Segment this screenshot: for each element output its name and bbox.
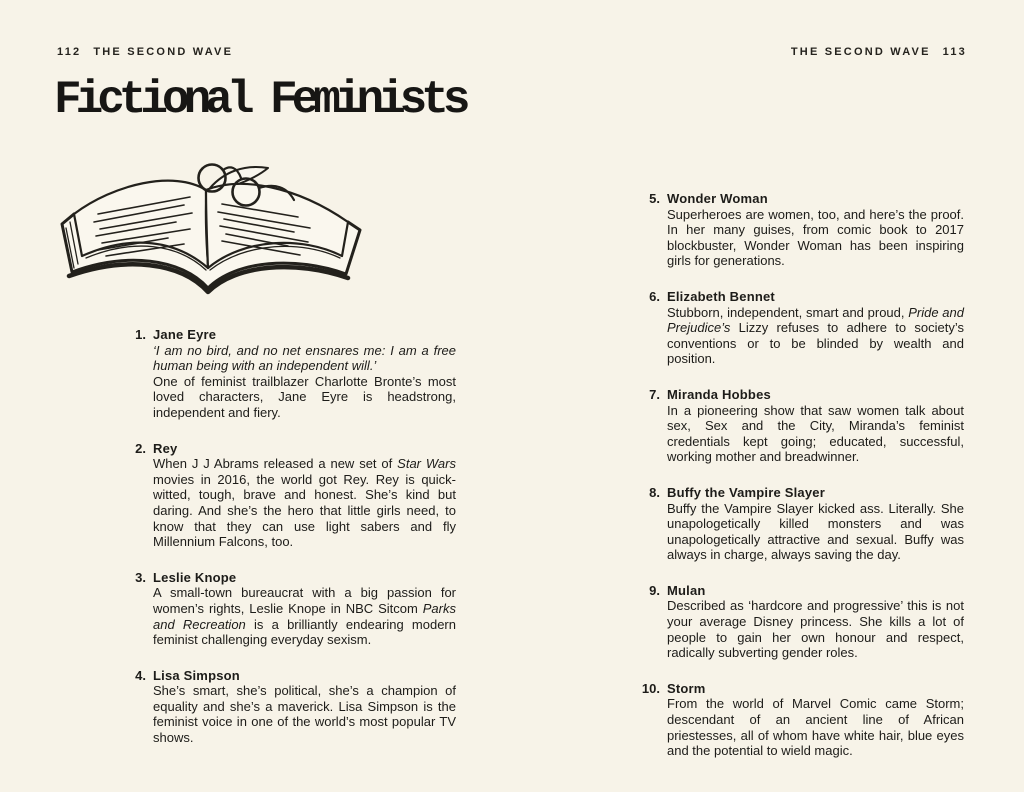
item-content (667, 681, 964, 759)
character-name: Elizabeth Bennet (667, 288, 775, 304)
item-paragraph: One of feminist trailblazer Charlotte Bronte’s most loved characters, Jane Eyre is headstrong, independent and fiery. (153, 373, 456, 420)
character-name: Wonder Woman (667, 191, 768, 206)
feminists-list-left (120, 327, 456, 766)
item-paragraph: From the world of Marvel Comic came Storm; descendant of an ancient line of African priestesses, all of whom have white hair, blue eyes and the potential to wield magic. (667, 696, 964, 759)
item-content (153, 441, 456, 550)
page-number-right: 113 (942, 46, 967, 58)
character-name: Rey (153, 440, 178, 456)
list-item (120, 570, 456, 648)
item-paragraph: ‘I am no bird, and no net ensnares me: I am a free human being with an independent will.’ (153, 342, 456, 374)
item-paragraph: Buffy the Vampire Slayer kicked ass. Literally. She unapologetically killed monsters and was unapologetically attractive and sexual. Buffy was always in charge, always saving the day. (667, 500, 964, 563)
item-number: 2. (135, 440, 146, 456)
list-item (634, 387, 964, 465)
running-head-right (791, 46, 967, 58)
item-number: 1. (135, 327, 146, 342)
item-paragraph: Superheroes are women, too, and here’s the proof. In her many guises, from comic book to 2017 blockbuster, Wonder Woman has been inspiring girls for generations. (667, 206, 964, 269)
item-number: 6. (649, 288, 660, 304)
item-number: 3. (135, 569, 146, 585)
item-number: 7. (649, 386, 660, 402)
item-content (667, 191, 964, 269)
list-item (634, 583, 964, 661)
item-number: 9. (649, 582, 660, 598)
item-paragraph: She’s smart, she’s political, she’s a champion of equality and she’s a maverick. Lisa Simpson is the feminist voice in one of the world’s most popular TV shows. (153, 683, 456, 746)
character-name: Leslie Knope (153, 569, 237, 585)
character-name: Miranda Hobbes (667, 386, 771, 402)
running-head-left (57, 46, 233, 58)
running-title-left: THE SECOND WAVE (93, 46, 234, 58)
item-paragraph: Described as ‘hardcore and progressive’ this is not your average Disney princess. She kills a lot of people to gain her own honour and respect, radically subverting gender roles. (667, 598, 964, 661)
item-content (667, 387, 964, 465)
item-number: 5. (649, 191, 660, 206)
character-name: Jane Eyre (153, 327, 217, 342)
open-book-drawing (56, 156, 376, 314)
feminists-list-right (634, 191, 964, 779)
item-number: 4. (135, 667, 146, 683)
list-item (120, 327, 456, 421)
character-name: Storm (667, 680, 706, 696)
item-number: 8. (649, 484, 660, 500)
item-content (667, 289, 964, 367)
item-paragraph: In a pioneering show that saw women talk about sex, Sex and the City, Miranda’s feminist credentials kept going; educated, successful, working mother and breadwinner. (667, 402, 964, 465)
open-book-with-glasses-illustration (56, 156, 376, 314)
list-item (120, 441, 456, 550)
item-paragraph: When J J Abrams released a new set of Star Wars movies in 2016, the world got Rey. Rey is quick-witted, tough, brave and honest. She’s kind but daring. And she’s the hero that little girls need, to know that they can use light sabers and fly Millennium Falcons, too. (153, 456, 456, 550)
character-name: Mulan (667, 582, 706, 598)
page-title: Fictional Feminists (54, 74, 465, 126)
list-item (634, 681, 964, 759)
list-item (634, 289, 964, 367)
running-title-right: THE SECOND WAVE (790, 46, 931, 58)
page-number-left: 112 (57, 46, 82, 58)
list-item (634, 485, 964, 563)
item-content (153, 327, 456, 421)
item-content (667, 583, 964, 661)
item-paragraph: Stubborn, independent, smart and proud, Pride and Prejudice’s Lizzy refuses to adhere to society’s conventions or to be blinded by wealth and position. (667, 304, 964, 367)
list-item (120, 668, 456, 746)
character-name: Buffy the Vampire Slayer (667, 484, 825, 500)
character-name: Lisa Simpson (153, 667, 240, 683)
item-number: 10. (641, 680, 660, 696)
item-content (153, 668, 456, 746)
item-content (153, 570, 456, 648)
item-content (667, 485, 964, 563)
list-item (634, 191, 964, 269)
item-paragraph: A small-town bureaucrat with a big passion for women’s rights, Leslie Knope in NBC Sitcom Parks and Recreation is a brilliantly endearing modern feminist challenging everyday sexism. (153, 585, 456, 648)
